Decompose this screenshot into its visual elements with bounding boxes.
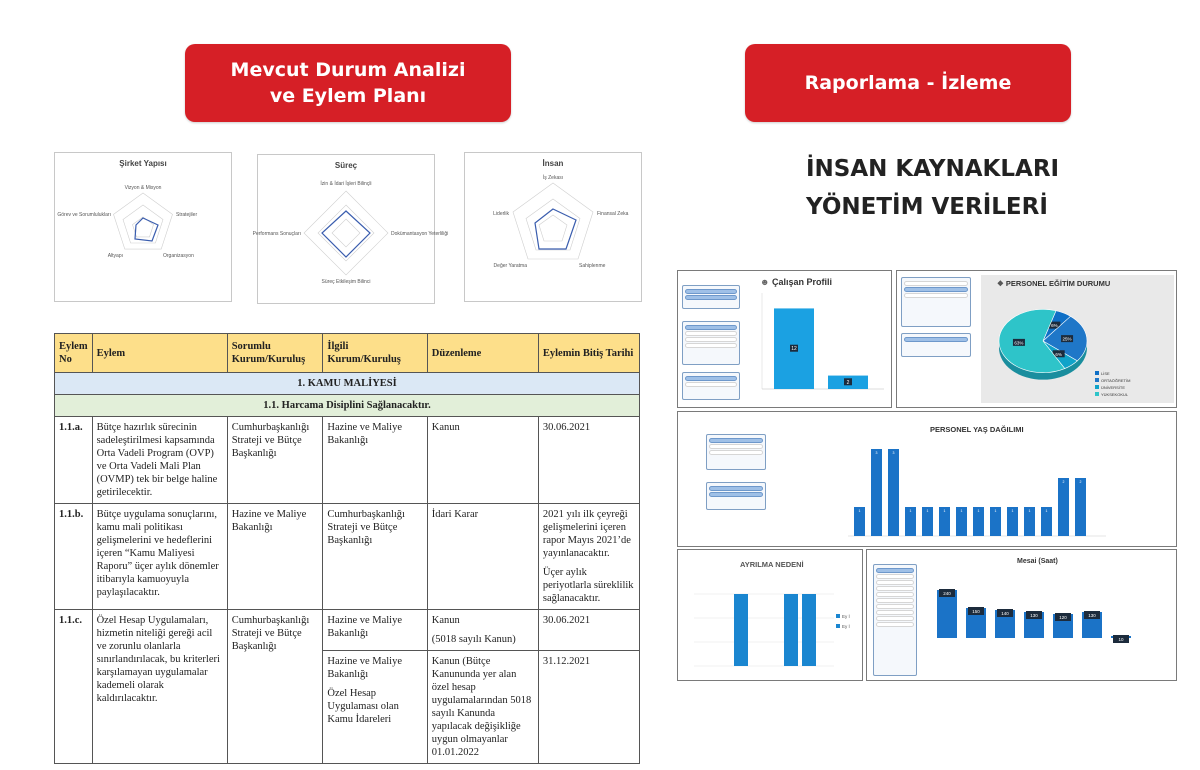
data-label: 3 (875, 451, 878, 455)
data-label: 130 (1088, 613, 1096, 618)
panel-title: PERSONEL YAŞ DAĞILIMI (930, 425, 1024, 434)
slicer-option[interactable] (685, 343, 737, 348)
slicer-option[interactable] (876, 568, 914, 573)
radar-title: İnsan (542, 159, 564, 168)
bar (937, 590, 957, 638)
slicer-option[interactable] (685, 289, 737, 294)
radar-grid (304, 191, 388, 275)
legend-label: ORTAÖĞRETİM (1101, 378, 1131, 383)
age-distribution-chart (848, 440, 1108, 544)
regulation-detail: (5018 sayılı Kanun) (431, 634, 516, 645)
timeline-bar[interactable] (904, 287, 968, 292)
table-row (55, 610, 640, 651)
education-pie-chart (981, 289, 1174, 403)
legend-swatch (1095, 385, 1099, 389)
report-period-slicer[interactable] (901, 277, 971, 327)
slicer-option[interactable] (685, 337, 737, 342)
reporting-banner-label: Raporlama - İzleme (804, 72, 1012, 94)
slicer-header (874, 565, 916, 567)
gender-slicer[interactable] (682, 285, 740, 309)
radar-axis-label: Performans Sonuçları (252, 231, 301, 237)
analysis-banner-line2: ve Eylem Planı (269, 85, 427, 107)
related-org: Hazine ve Maliye Bakanlığı (323, 417, 427, 504)
radar-axis-label: Organizasyon (163, 253, 194, 259)
slicer-header (902, 334, 970, 336)
radar-axis-label: İş Zekası (542, 175, 564, 181)
legend-swatch (836, 614, 840, 618)
slicer-option[interactable] (709, 444, 763, 449)
radar-axis-label: Vizyon & Misyon (124, 185, 162, 191)
education-panel (896, 270, 1177, 408)
radar-title: Süreç (334, 161, 358, 170)
timeline-bar[interactable] (904, 281, 968, 286)
data-label: 1 (909, 509, 912, 513)
related-org: Hazine ve Maliye Bakanlığı (327, 656, 403, 680)
legend-swatch (836, 624, 840, 628)
action-text: Bütçe uygulama sonuçlarını, kamu mali politikası gelişmelerini ve hedeflerini içeren “Kamu Maliyesi Raporu” üçer aylık dönemler itibarıyla kamuoyuyla paylaşılacaktır. (92, 504, 227, 610)
slicer-option[interactable] (685, 376, 737, 381)
radar-chart-company (54, 152, 232, 302)
analysis-banner-line1: Mevcut Durum Analizi (230, 59, 466, 81)
data-label: 1 (1028, 509, 1031, 513)
bar (802, 594, 816, 666)
end-date-note: Üçer aylık periyotlarla süreklilik sağlanacaktır. (542, 567, 634, 604)
overtime-panel (866, 549, 1177, 681)
radar-axis-label: Değer Yaratma (493, 263, 527, 269)
action-code: 1.1.a. (55, 417, 93, 504)
action-code: 1.1.c. (55, 610, 93, 764)
radar-axis-label: Süreç Etkileşim Bilinci (321, 279, 371, 285)
slicer-option[interactable] (876, 586, 914, 591)
legend-swatch (1095, 392, 1099, 396)
end-date: 31.12.2021 (538, 651, 639, 764)
employee-profile-panel (677, 270, 892, 408)
age-distribution-panel (677, 411, 1177, 547)
slicer-option[interactable] (876, 580, 914, 585)
slicer-option[interactable] (876, 604, 914, 609)
section-row (55, 373, 640, 395)
panel-title: AYRILMA NEDENİ (740, 560, 804, 569)
bar (888, 449, 899, 536)
related-org: Hazine ve Maliye Bakanlığı (323, 610, 427, 651)
radar-axis-label: Görev ve Sorumlulukları (57, 212, 111, 218)
responsible-org: Cumhurbaşkanlığı Strateji ve Bütçe Başkanlığı (227, 610, 323, 764)
data-label: 12 (791, 346, 797, 353)
panel-title (997, 279, 1110, 288)
action-code: 1.1.b. (55, 504, 93, 610)
action-plan-table (54, 333, 640, 764)
gender-slicer[interactable] (901, 333, 971, 357)
subsection-row (55, 395, 640, 417)
column-header: Sorumlu Kurum/Kuruluş (227, 334, 323, 373)
responsible-org: Hazine ve Maliye Bakanlığı (227, 504, 323, 610)
data-label: 1 (858, 509, 861, 513)
table-row (55, 417, 640, 504)
column-header: Eylemin Bitiş Tarihi (538, 334, 639, 373)
radar-title: Şirket Yapısı (119, 159, 167, 168)
legend-label: LİSE (1101, 371, 1110, 376)
radar-series (322, 211, 370, 257)
bar (784, 594, 798, 666)
data-label: 63% (1014, 340, 1024, 346)
analysis-banner (185, 44, 511, 122)
slicer-header (683, 286, 739, 288)
data-label: 6% (1051, 323, 1058, 329)
end-date: 30.06.2021 (538, 417, 639, 504)
slicer-option[interactable] (685, 325, 737, 330)
end-date-note: 2021 yılı ilk çeyreği gelişmelerini içeren rapor Mayıs 2021’de yayınlanacaktır. (542, 509, 631, 559)
data-label: 1 (1011, 509, 1014, 513)
hr-heading-line1: İNSAN KAYNAKLARI (806, 156, 1060, 182)
bar (871, 449, 882, 536)
legend-label: YÜKSEKOKUL (1101, 392, 1129, 397)
data-label: 240 (943, 591, 951, 596)
leave-reason-chart (684, 574, 860, 678)
subsection-title: 1.1. Harcama Disiplini Sağlanacaktır. (55, 395, 640, 417)
radar-axis-label: Sahiplenme (579, 263, 606, 269)
slicer-option[interactable] (685, 382, 737, 387)
column-header: Eylem No (55, 334, 93, 373)
section-title: 1. KAMU MALİYESİ (55, 373, 640, 395)
hr-heading-line2: YÖNETİM VERİLERİ (806, 194, 1048, 220)
regulation: Kanun (427, 417, 538, 504)
slicer-header (683, 322, 739, 324)
slicer-option[interactable] (876, 610, 914, 615)
table-header-row (55, 334, 640, 373)
radar-axis-label: Liderlik (493, 211, 509, 217)
type-slicer[interactable] (682, 372, 740, 400)
panel-title: Mesai (Saat) (1017, 558, 1058, 565)
radar-grid (114, 193, 173, 249)
data-label: 1 (1045, 509, 1048, 513)
slicer-option[interactable] (876, 622, 914, 627)
bar (1075, 478, 1086, 536)
data-label: 25% (1062, 336, 1072, 342)
data-label: 130 (1030, 613, 1038, 618)
period-slicer[interactable] (682, 321, 740, 365)
regulation: İdari Karar (427, 504, 538, 610)
action-text: Bütçe hazırlık sürecinin sadeleştirilmesi kapsamında Orta Vadeli Program (OVP) ve Orta Vadeli Mali Plan (OVMP) tek bir belge haline getirilecektir. (92, 417, 227, 504)
data-label: 1 (994, 509, 997, 513)
data-label: 1 (960, 509, 963, 513)
leave-reason-panel (677, 549, 863, 681)
slicer-option[interactable] (904, 337, 968, 342)
radar-series (135, 218, 158, 241)
hr-heading (806, 150, 1059, 226)
slicer-option[interactable] (876, 616, 914, 621)
column-header: Eylem (92, 334, 227, 373)
data-label: 2 (1062, 480, 1065, 484)
related-org: Özel Hesap Uygulaması olan Kamu İdareleri (327, 688, 399, 725)
data-label: 6% (1055, 351, 1062, 357)
slicer-header (902, 278, 970, 280)
data-label: 2 (846, 379, 850, 386)
data-label: 10 (1118, 637, 1124, 642)
data-label: 1 (926, 509, 929, 513)
radar-series (535, 209, 576, 249)
bar (734, 594, 748, 666)
radar-chart-people (464, 152, 642, 302)
related-org-cell (323, 651, 427, 764)
slicer-option[interactable] (876, 574, 914, 579)
employee-profile-chart (748, 289, 888, 405)
column-header: İlgili Kurum/Kuruluş (323, 334, 427, 373)
legend-label: ÜNİVERSİTE (1101, 385, 1126, 390)
radar-chart-process (252, 154, 449, 304)
panel-title (760, 277, 832, 287)
slicer-option[interactable] (685, 295, 737, 300)
info-icon: ❖ (997, 279, 1006, 288)
data-label: 3 (892, 451, 895, 455)
slicer-header (683, 373, 739, 375)
data-label: 120 (1059, 615, 1067, 620)
slicer-option[interactable] (876, 598, 914, 603)
column-header: Düzenleme (427, 334, 538, 373)
legend-label: Ey İ (842, 624, 850, 629)
data-label: 150 (972, 609, 980, 614)
end-date: 30.06.2021 (538, 610, 639, 651)
legend-swatch (1095, 378, 1099, 382)
legend-label: Ey İ (842, 614, 850, 619)
regulation: Kanun (Bütçe Kanununda yer alan özel hesap uygulamalarından 5018 sayılı Kanunda yapılacak değişikliğe uygun olmayanlar 01.01.2022 (427, 651, 538, 764)
panel-title-text: PERSONEL EĞİTİM DURUMU (1005, 279, 1111, 288)
slicer-option[interactable] (876, 592, 914, 597)
radar-axis-label: Stratejiler (176, 212, 198, 218)
data-label: 1 (977, 509, 980, 513)
slicer-option[interactable] (709, 492, 763, 497)
regulation: Kanun (431, 615, 460, 626)
data-label: 140 (1001, 611, 1009, 616)
radar-axis-label: Altyapı (107, 253, 123, 259)
slicer-option[interactable] (709, 450, 763, 455)
action-text: Özel Hesap Uygulamaları, hizmetin niteliği gereği acil ve zorunlu olanlarla sınırlandırılacak, bu kriterleri karşılamayan uygulamalar kademeli olarak kaldırılacaktır. (92, 610, 227, 764)
related-org: Cumhurbaşkanlığı Strateji ve Bütçe Başkanlığı (323, 504, 427, 610)
period-slicer[interactable] (706, 434, 766, 470)
bar (1058, 478, 1069, 536)
responsible-org: Cumhurbaşkanlığı Strateji ve Bütçe Başkanlığı (227, 417, 323, 504)
employee-slicer[interactable] (873, 564, 917, 676)
data-label: 2 (1079, 480, 1082, 484)
regulation-cell (427, 610, 538, 651)
radar-grid (513, 183, 593, 259)
panel-title-text: Çalışan Profili (771, 277, 833, 287)
people-icon: ☻ (760, 277, 772, 287)
end-date-cell (538, 504, 639, 610)
timeline-bar[interactable] (904, 293, 968, 298)
slicer-header (707, 435, 765, 437)
reporting-banner (745, 44, 1071, 122)
slicer-option[interactable] (685, 331, 737, 336)
slicer-option[interactable] (709, 438, 763, 443)
radar-axis-label: İzin & İdari İşleri Bilinçli (320, 181, 372, 187)
table-row (55, 504, 640, 610)
radar-axis-label: Finansal Zeka (597, 211, 629, 217)
slicer-option[interactable] (709, 486, 763, 491)
overtime-chart (927, 566, 1173, 678)
gender-slicer[interactable] (706, 482, 766, 510)
slicer-header (707, 483, 765, 485)
radar-axis-label: Dokümantasyon Yeterliliği (391, 231, 449, 237)
legend-swatch (1095, 371, 1099, 375)
data-label: 1 (943, 509, 946, 513)
